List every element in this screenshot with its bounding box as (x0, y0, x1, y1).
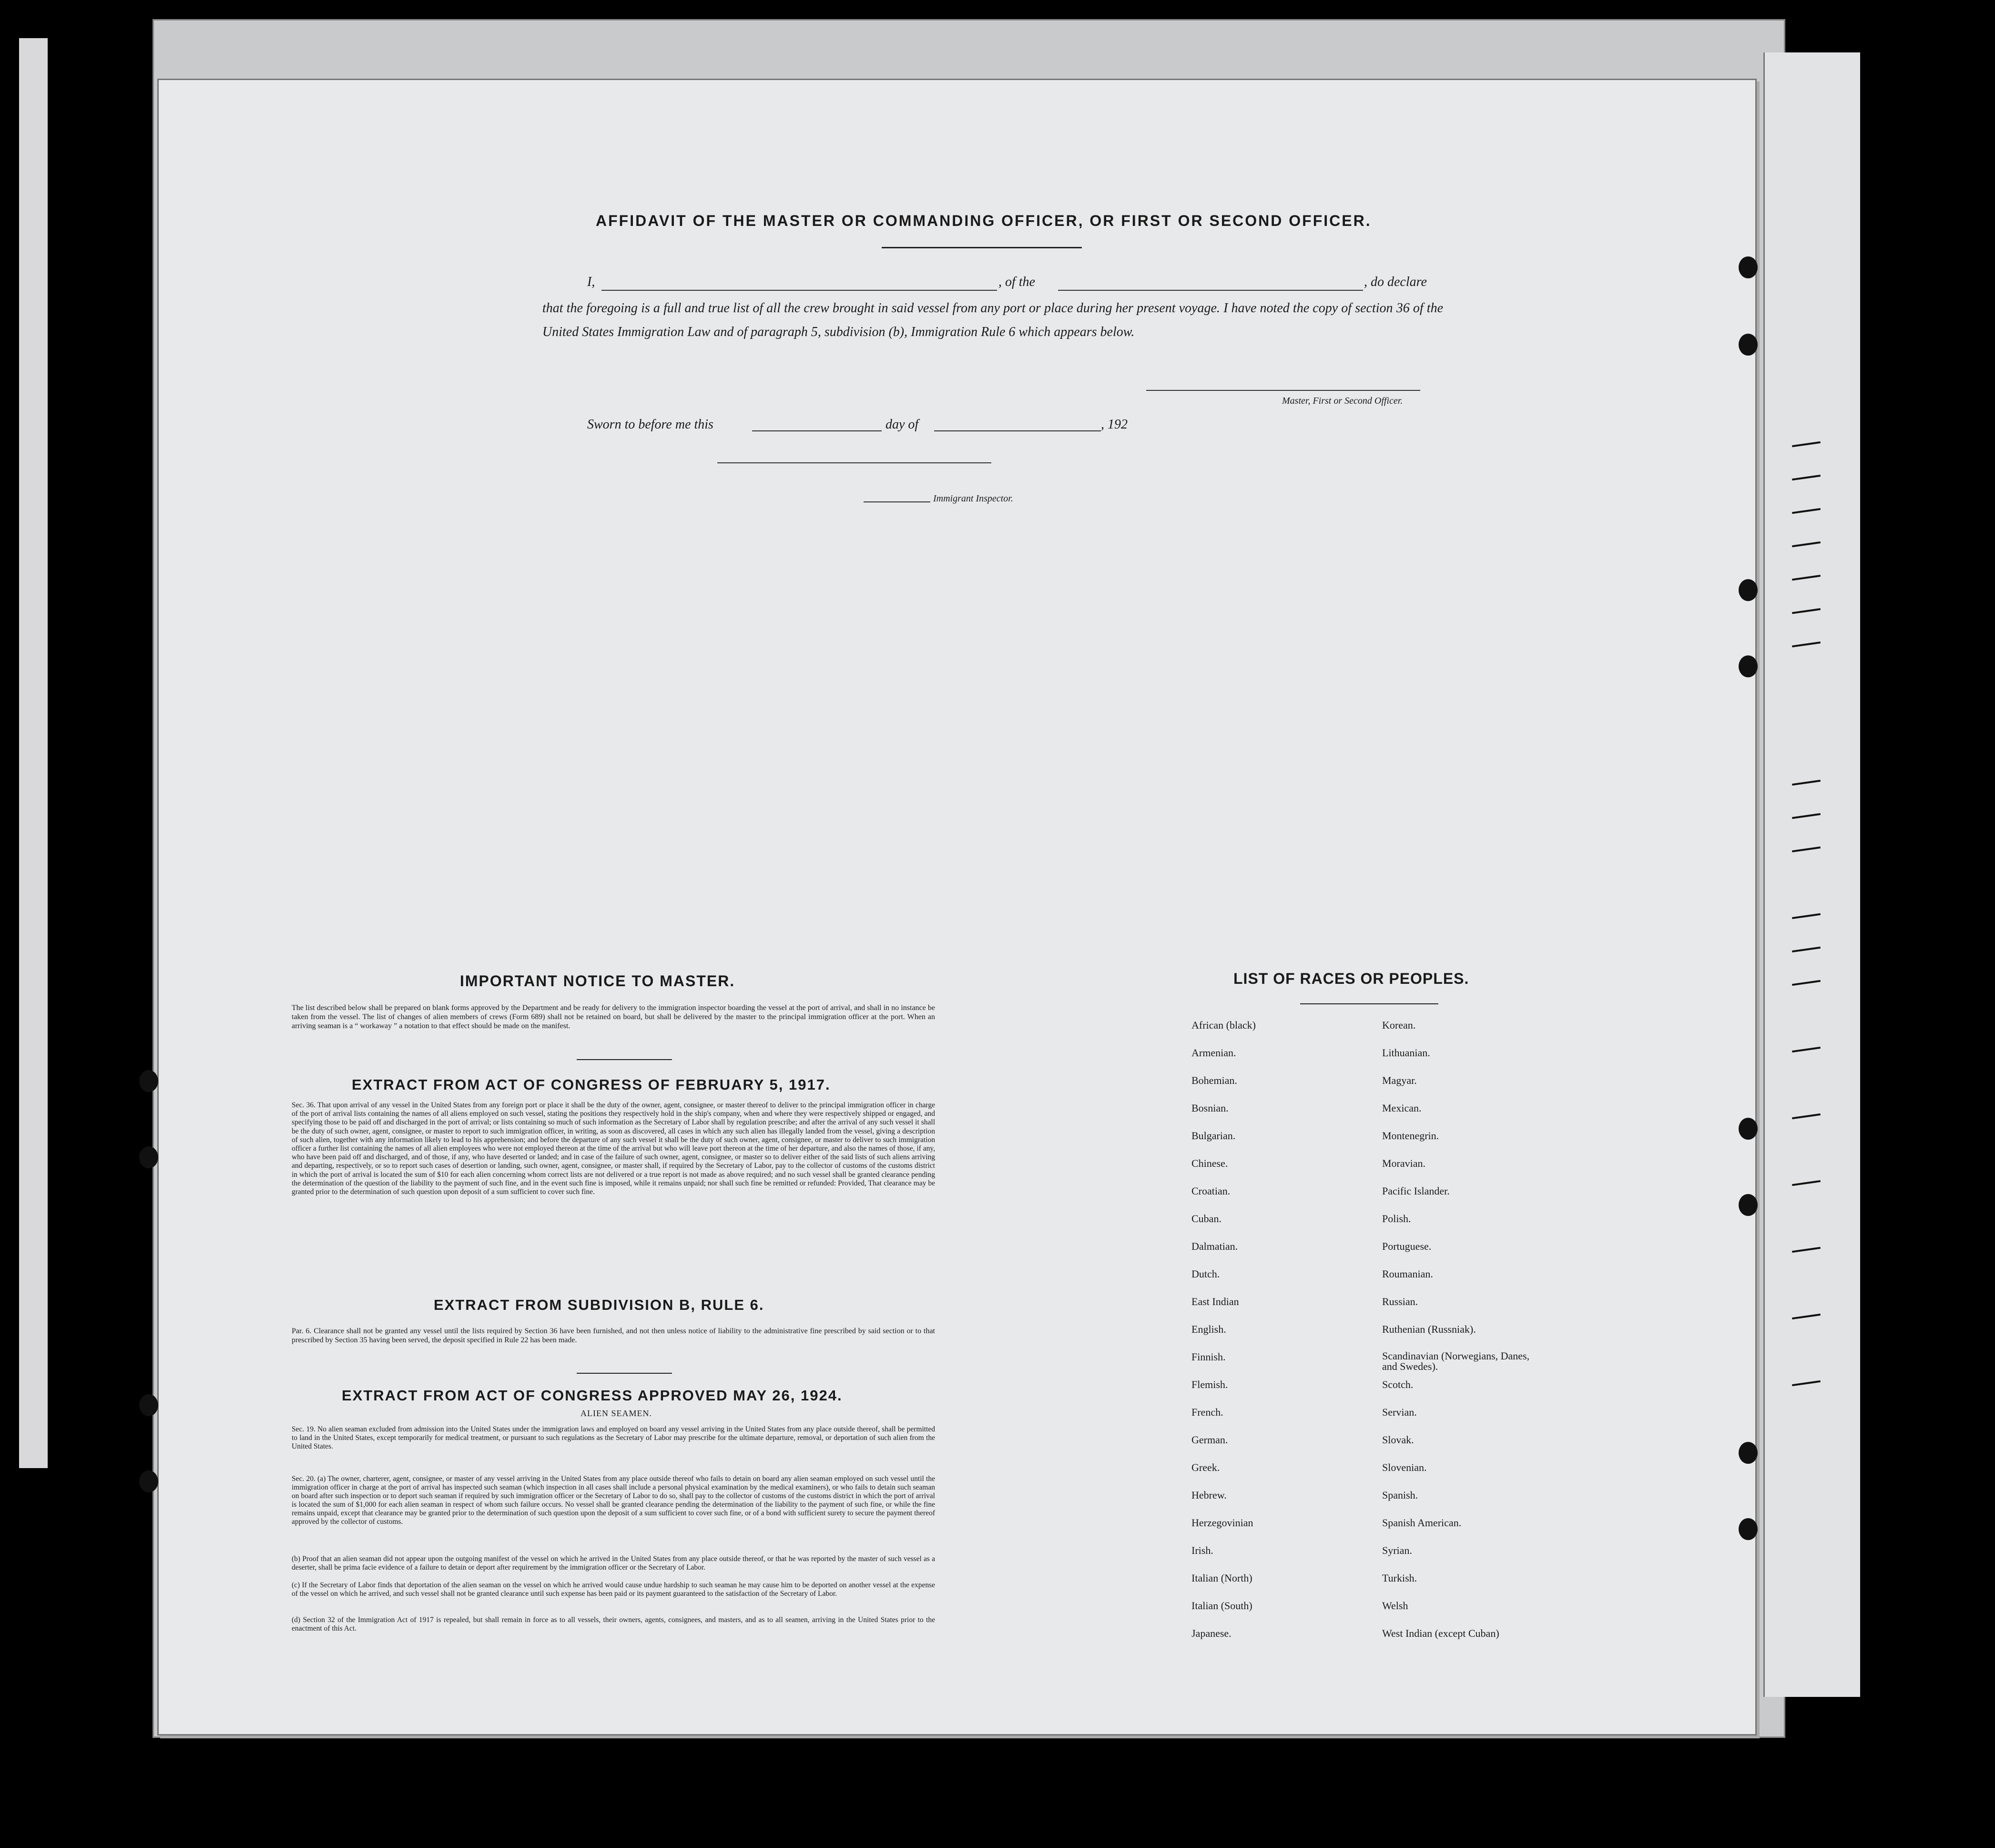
notary-signature-line[interactable] (717, 462, 991, 463)
right-sheet-edge (1763, 52, 1860, 1697)
punch-hole (1739, 1194, 1758, 1216)
extract-1924-sec20c: (c) If the Secretary of Labor finds that deportation of the alien seaman on the vessel on which he arrived would cause undue hardship to such seaman he may cause him to be deported on another vessel at the expense of the vessel on which he arrived, and such vessel shall not be granted clearance until such expense has been paid or its payment guaranteed to the satisfaction of the Secretary of Labor. (292, 1581, 935, 1598)
race-item: Ruthenian (Russniak). (1382, 1323, 1476, 1335)
extract-1924-title: EXTRACT FROM ACT OF CONGRESS APPROVED MAY 26, 1924. (342, 1387, 843, 1404)
race-item: Montenegrin. (1382, 1130, 1439, 1142)
race-item: Portuguese. (1382, 1240, 1432, 1252)
punch-hole (139, 1394, 158, 1416)
race-item: Servian. (1382, 1406, 1417, 1418)
affidavit-title: AFFIDAVIT OF THE MASTER OR COMMANDING OFFICER, OR FIRST OR SECOND OFFICER. (596, 212, 1372, 229)
race-item: Armenian. (1191, 1047, 1236, 1059)
day-of-label: day of (886, 417, 919, 432)
punch-hole (1739, 579, 1758, 601)
race-item: Lithuanian. (1382, 1047, 1430, 1059)
race-item: Moravian. (1382, 1157, 1426, 1169)
extract-1917-title: EXTRACT FROM ACT OF CONGRESS OF FEBRUARY 5, 1917. (352, 1076, 831, 1093)
master-caption: Master, First or Second Officer. (1282, 396, 1403, 406)
sworn-prefix: Sworn to before me this (587, 417, 713, 432)
extract-rule6-text: Par. 6. Clearance shall not be granted any vessel until the lists required by Section 36 have been furnished, and not then unless notice of liability to the administrative fine prescribed by said section or to that prescribed by Section 35 having been served, the deposit specified in Rule 22 has been made. (292, 1327, 935, 1344)
punch-hole (1739, 334, 1758, 356)
races-right-column (1382, 1019, 1544, 1655)
notice-rule (577, 1059, 672, 1060)
race-item: Cuban. (1191, 1213, 1221, 1225)
race-item: Irish. (1191, 1544, 1213, 1556)
races-rule (1300, 1003, 1438, 1004)
race-item: Greek. (1191, 1461, 1220, 1473)
inspector-blank-line[interactable] (864, 501, 930, 502)
race-item: Bohemian. (1191, 1074, 1237, 1086)
race-item: East Indian (1191, 1296, 1239, 1307)
race-item: Scotch. (1382, 1378, 1414, 1390)
race-item: Flemish. (1191, 1378, 1228, 1390)
race-item: Chinese. (1191, 1157, 1228, 1169)
race-item: Finnish. (1191, 1351, 1226, 1363)
races-title: LIST OF RACES OR PEOPLES. (1233, 970, 1469, 987)
day-blank-line[interactable] (752, 430, 882, 431)
rule6-rule (577, 1373, 672, 1374)
race-item: French. (1191, 1406, 1223, 1418)
punch-hole (1739, 1118, 1758, 1140)
inspector-caption: Immigrant Inspector. (933, 493, 1013, 504)
vessel-blank-line[interactable] (1058, 290, 1363, 291)
punch-hole (1739, 256, 1758, 278)
extract-1917-text: Sec. 36. That upon arrival of any vessel in the United States from any foreign port or place it shall be the duty of the owner, agent, consignee, or master thereof to deliver to the principal immigration officer in charge of the port of arrival lists containing the names of all aliens employed on such vessel, stating the positions they respectively hold in the ship's company, when and where they were respectively shipped or engaged, and specifying those to be paid off and discharged in the port of arrival; or lists containing so much of such information as the Secretary of Labor shall by regulation prescribe; and after the arrival of any such vessel it shall be the duty of such owner, agent, consignee, or master to report to such immigration officer, in writing, as soon as discovered, all cases in which any such alien has illegally landed from the vessel, giving a description of such alien, together with any information likely to lead to his apprehension; and before the departure of any such vessel it shall be the duty of such owner, agent, consignee, or master to deliver to such immigration officer a further list containing the names of all alien employees who were not employed thereon at the time of the arrival but who will leave port thereon at the time of her departure, and also the names of those, if any, who have been paid off and discharged, and of those, if any, who have deserted or landed; and in case of the failure of such owner, agent, consignee, or master so to deliver either of the said lists of such aliens arriving and departing, respectively, or so to report such cases of desertion or landing, such owner, agent, consignee, or master shall, if required by the Secretary of Labor, pay to the collector of customs of the customs district in which the port of arrival is located the sum of $10 for each alien concerning whom correct lists are not delivered or a true report is not made as above required; and no such vessel shall be granted clearance pending the determination of the question of the liability to the payment of such fine, and in the event such fine is imposed, while it remains unpaid; nor shall such fine be remitted or refunded: Provided, That clearance may be granted prior to the determination of such question upon deposit of a sum sufficient to cover such fine. (292, 1101, 935, 1196)
alien-seamen-heading: ALIEN SEAMEN. (580, 1409, 652, 1418)
punch-hole (139, 1470, 158, 1492)
race-item: Japanese. (1191, 1627, 1232, 1639)
race-item: Dutch. (1191, 1268, 1220, 1280)
race-item: Mexican. (1382, 1102, 1422, 1114)
race-item: West Indian (except Cuban) (1382, 1627, 1499, 1639)
race-item: Hebrew. (1191, 1489, 1227, 1501)
punch-hole (1739, 1518, 1758, 1540)
notice-title: IMPORTANT NOTICE TO MASTER. (460, 972, 735, 990)
race-item: Dalmatian. (1191, 1240, 1238, 1252)
title-rule (882, 247, 1082, 248)
race-item: Italian (South) (1191, 1600, 1252, 1612)
punch-hole (1739, 655, 1758, 677)
race-item: Syrian. (1382, 1544, 1412, 1556)
race-item: Roumanian. (1382, 1268, 1433, 1280)
race-item: Russian. (1382, 1296, 1418, 1307)
race-item: Korean. (1382, 1019, 1416, 1031)
extract-rule6-title: EXTRACT FROM SUBDIVISION B, RULE 6. (434, 1297, 764, 1313)
punch-hole (1739, 1442, 1758, 1464)
race-item: English. (1191, 1323, 1226, 1335)
race-item: Magyar. (1382, 1074, 1417, 1086)
extract-1924-sec20d: (d) Section 32 of the Immigration Act of 1917 is repealed, but shall remain in force as to all vessels, their owners, agents, consignees, and masters, and as to all seamen, arriving in the United States prior to the enactment of this Act. (292, 1616, 935, 1633)
punch-hole (139, 1146, 158, 1168)
race-item: Welsh (1382, 1600, 1408, 1612)
race-item: Herzegovinian (1191, 1517, 1253, 1529)
notice-text: The list described below shall be prepared on blank forms approved by the Department and be ready for delivery to the immigration inspector boarding the vessel at the port of arrival, and shall in no instance be taken from the vessel. The list of changes of alien members of crews (Form 689) shall not be retained on board, but shall be delivered by the master to the principal immigration officer at the port. When an arriving seaman is a “ workaway ” a notation to that effect should be made on the manifest. (292, 1004, 935, 1030)
race-item: Slovenian. (1382, 1461, 1427, 1473)
name-blank-line[interactable] (601, 290, 997, 291)
race-item: Croatian. (1191, 1185, 1231, 1197)
race-item: Bosnian. (1191, 1102, 1229, 1114)
race-item: German. (1191, 1434, 1228, 1446)
race-item: Italian (North) (1191, 1572, 1252, 1584)
race-item: Bulgarian. (1191, 1130, 1236, 1142)
race-item: Pacific Islander. (1382, 1185, 1450, 1197)
month-blank-line[interactable] (934, 430, 1101, 431)
races-left-column (1191, 1019, 1256, 1655)
affidavit-paragraph: that the foregoing is a full and true list of all the crew brought in said vessel from any port or place during her present voyage. I have noted the copy of section 36 of the United States Immigration Law and of paragraph 5, subdivision (b), Immigration Rule 6 which appears below. (542, 301, 1443, 339)
extract-1924-sec19: Sec. 19. No alien seaman excluded from admission into the United States under the immigration laws and employed on board any vessel arriving in the United States from any place outside thereof, shall be permitted to land in the United States, except temporarily for medical treatment, or pursuant to such regulations as the Secretary of Labor may prescribe for the ultimate departure, removal, or deportation of such alien from the United States. (292, 1425, 935, 1450)
race-item: Slovak. (1382, 1434, 1414, 1446)
extract-1924-sec20a: Sec. 20. (a) The owner, charterer, agent, consignee, or master of any vessel arriving in the United States from any place outside thereof who fails to detain on board any alien seaman employed on such vessel until the immigration officer in charge at the port of arrival has inspected such seaman (which inspection in all cases shall include a personal physical examination by the medical examiners), or who fails to detain such seaman on board after such inspection or to deport such seaman if required by such immigration officer or the Secretary of Labor to do so, shall pay to the collector of customs of the customs district in which the port of arrival is located the sum of $1,000 for each alien seaman in respect of whom such failure occurs. No vessel shall be granted clearance pending the determination of the liability to the payment of such fine, or while the fine remains unpaid, except that clearance may be granted prior to the determination of such question upon the deposit of a sum sufficient to cover such fine, or of a bond with sufficient surety to secure the payment thereof approved by the collector of customs. (292, 1475, 935, 1526)
race-item: Scandinavian (Norwegians, Danes, and Swedes). (1382, 1350, 1530, 1372)
extract-1924-sec20b: (b) Proof that an alien seaman did not appear upon the outgoing manifest of the vessel on which he arrived in the United States from any place outside thereof, or that he was reported by the master of such vessel as a deserter, shall be prima facie evidence of a failure to detain or deport after requirement by the immigration officer or the Secretary of Labor. (292, 1555, 935, 1572)
race-item: Polish. (1382, 1213, 1411, 1225)
race-item: Spanish. (1382, 1489, 1418, 1501)
race-item: Spanish American. (1382, 1517, 1462, 1529)
affidavit-i-label: I, (587, 275, 595, 289)
of-the-label: , of the (998, 275, 1035, 289)
race-item: African (black) (1191, 1019, 1256, 1031)
punch-hole (139, 1070, 158, 1092)
do-declare-label: , do declare (1364, 275, 1427, 289)
left-page-edge (19, 38, 48, 1468)
year-prefix: , 192 (1101, 417, 1128, 432)
master-signature-line[interactable] (1146, 390, 1420, 391)
race-item: Turkish. (1382, 1572, 1417, 1584)
